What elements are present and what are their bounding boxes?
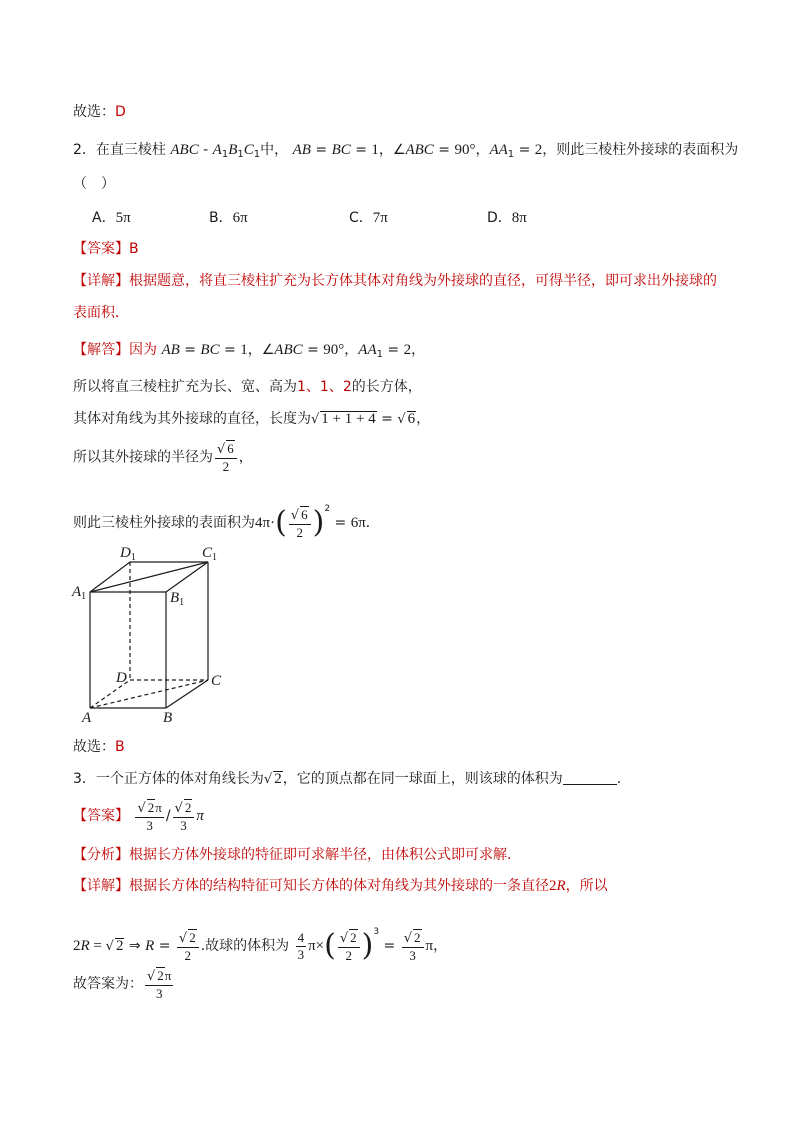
- q2-final-answer: 故选：B: [73, 739, 125, 755]
- q3-final: 故答案为： $\frac{√ 2\pi}{3}$: [73, 967, 172, 1001]
- q2-step2: 其体对角线为其外接球的直径，长度为√ 1 + 1 + 4 = √ 6，: [73, 411, 431, 427]
- label-c1: $C_1$: [202, 545, 218, 563]
- q2-paren: （ ）: [73, 176, 115, 192]
- q2-detail-line1: 【详解】根据题意，将直三棱柱扩充为长方体其体对角线为外接球的直径，可得半径，即可求出外接球的: [73, 273, 717, 289]
- label-a: A: [82, 710, 92, 726]
- q2-option-d: D．8π: [487, 210, 527, 226]
- q2-detail-line2: 表面积．: [73, 305, 129, 321]
- label-d: D: [116, 670, 127, 686]
- q2-step3: 所以其外接球的半径为 $\frac{√ 6}{2}$ ，: [73, 441, 253, 474]
- q2-solution: 【解答】因为 AB = BC = 1，∠ABC = 90°，$AA_1 = 2$，: [73, 342, 426, 360]
- label-b1: $B_1$: [170, 590, 185, 608]
- q1-final-answer: 故选：D: [73, 104, 126, 120]
- label-b: B: [163, 710, 173, 726]
- q2-option-c: C．7π: [349, 210, 388, 226]
- q2-answer: 【答案】B: [73, 241, 139, 257]
- label-c: C: [211, 673, 222, 689]
- label-a1: $A_1$: [72, 584, 87, 602]
- q3-stem: 3．一个正方体的体对角线长为√ 2，它的顶点都在同一球面上，则该球的体积为 .: [73, 771, 622, 787]
- q2-option-a: A．5π: [92, 210, 131, 226]
- q3-detail: 【详解】根据长方体的结构特征可知长方体的体对角线为其外接球的一条直径2R，所以: [73, 878, 608, 894]
- q2-step4: 则此三棱柱外接球的表面积为4π·( $\frac{√ 6}{2}$ )$^2$ = 6π．: [73, 504, 380, 540]
- q3-answer: 【答案】 $\frac{√ 2\pi}{3}$ / $\frac{√ 2}{3}$ π: [73, 799, 204, 833]
- q2-option-b: B．6π: [209, 210, 248, 226]
- label-d1: $D_1$: [120, 545, 136, 563]
- q3-derivation: 2R = √ 2 ⇒ R = $\frac{√ 2}{2}$ .故球的体积为 $\frac{4}{3}$ π×( $\frac{√ 2}{2}$ )$^3$ = $\frac{√ 2}{3}$ π，: [73, 927, 448, 963]
- prism-figure: [60, 540, 240, 730]
- q3-analysis: 【分析】根据长方体外接球的特征即可求解半径，由体积公式即可求解.: [73, 847, 512, 863]
- q2-step1: 所以将直三棱柱扩充为长、宽、高为1、1、2的长方体，: [73, 379, 422, 395]
- q2-stem: 2．在直三棱柱 ABC - $A_1B_1C_1$中， AB = BC = 1，∠ABC = 90°，$AA_1 = 2$，则此三棱柱外接球的表面积为: [73, 142, 739, 160]
